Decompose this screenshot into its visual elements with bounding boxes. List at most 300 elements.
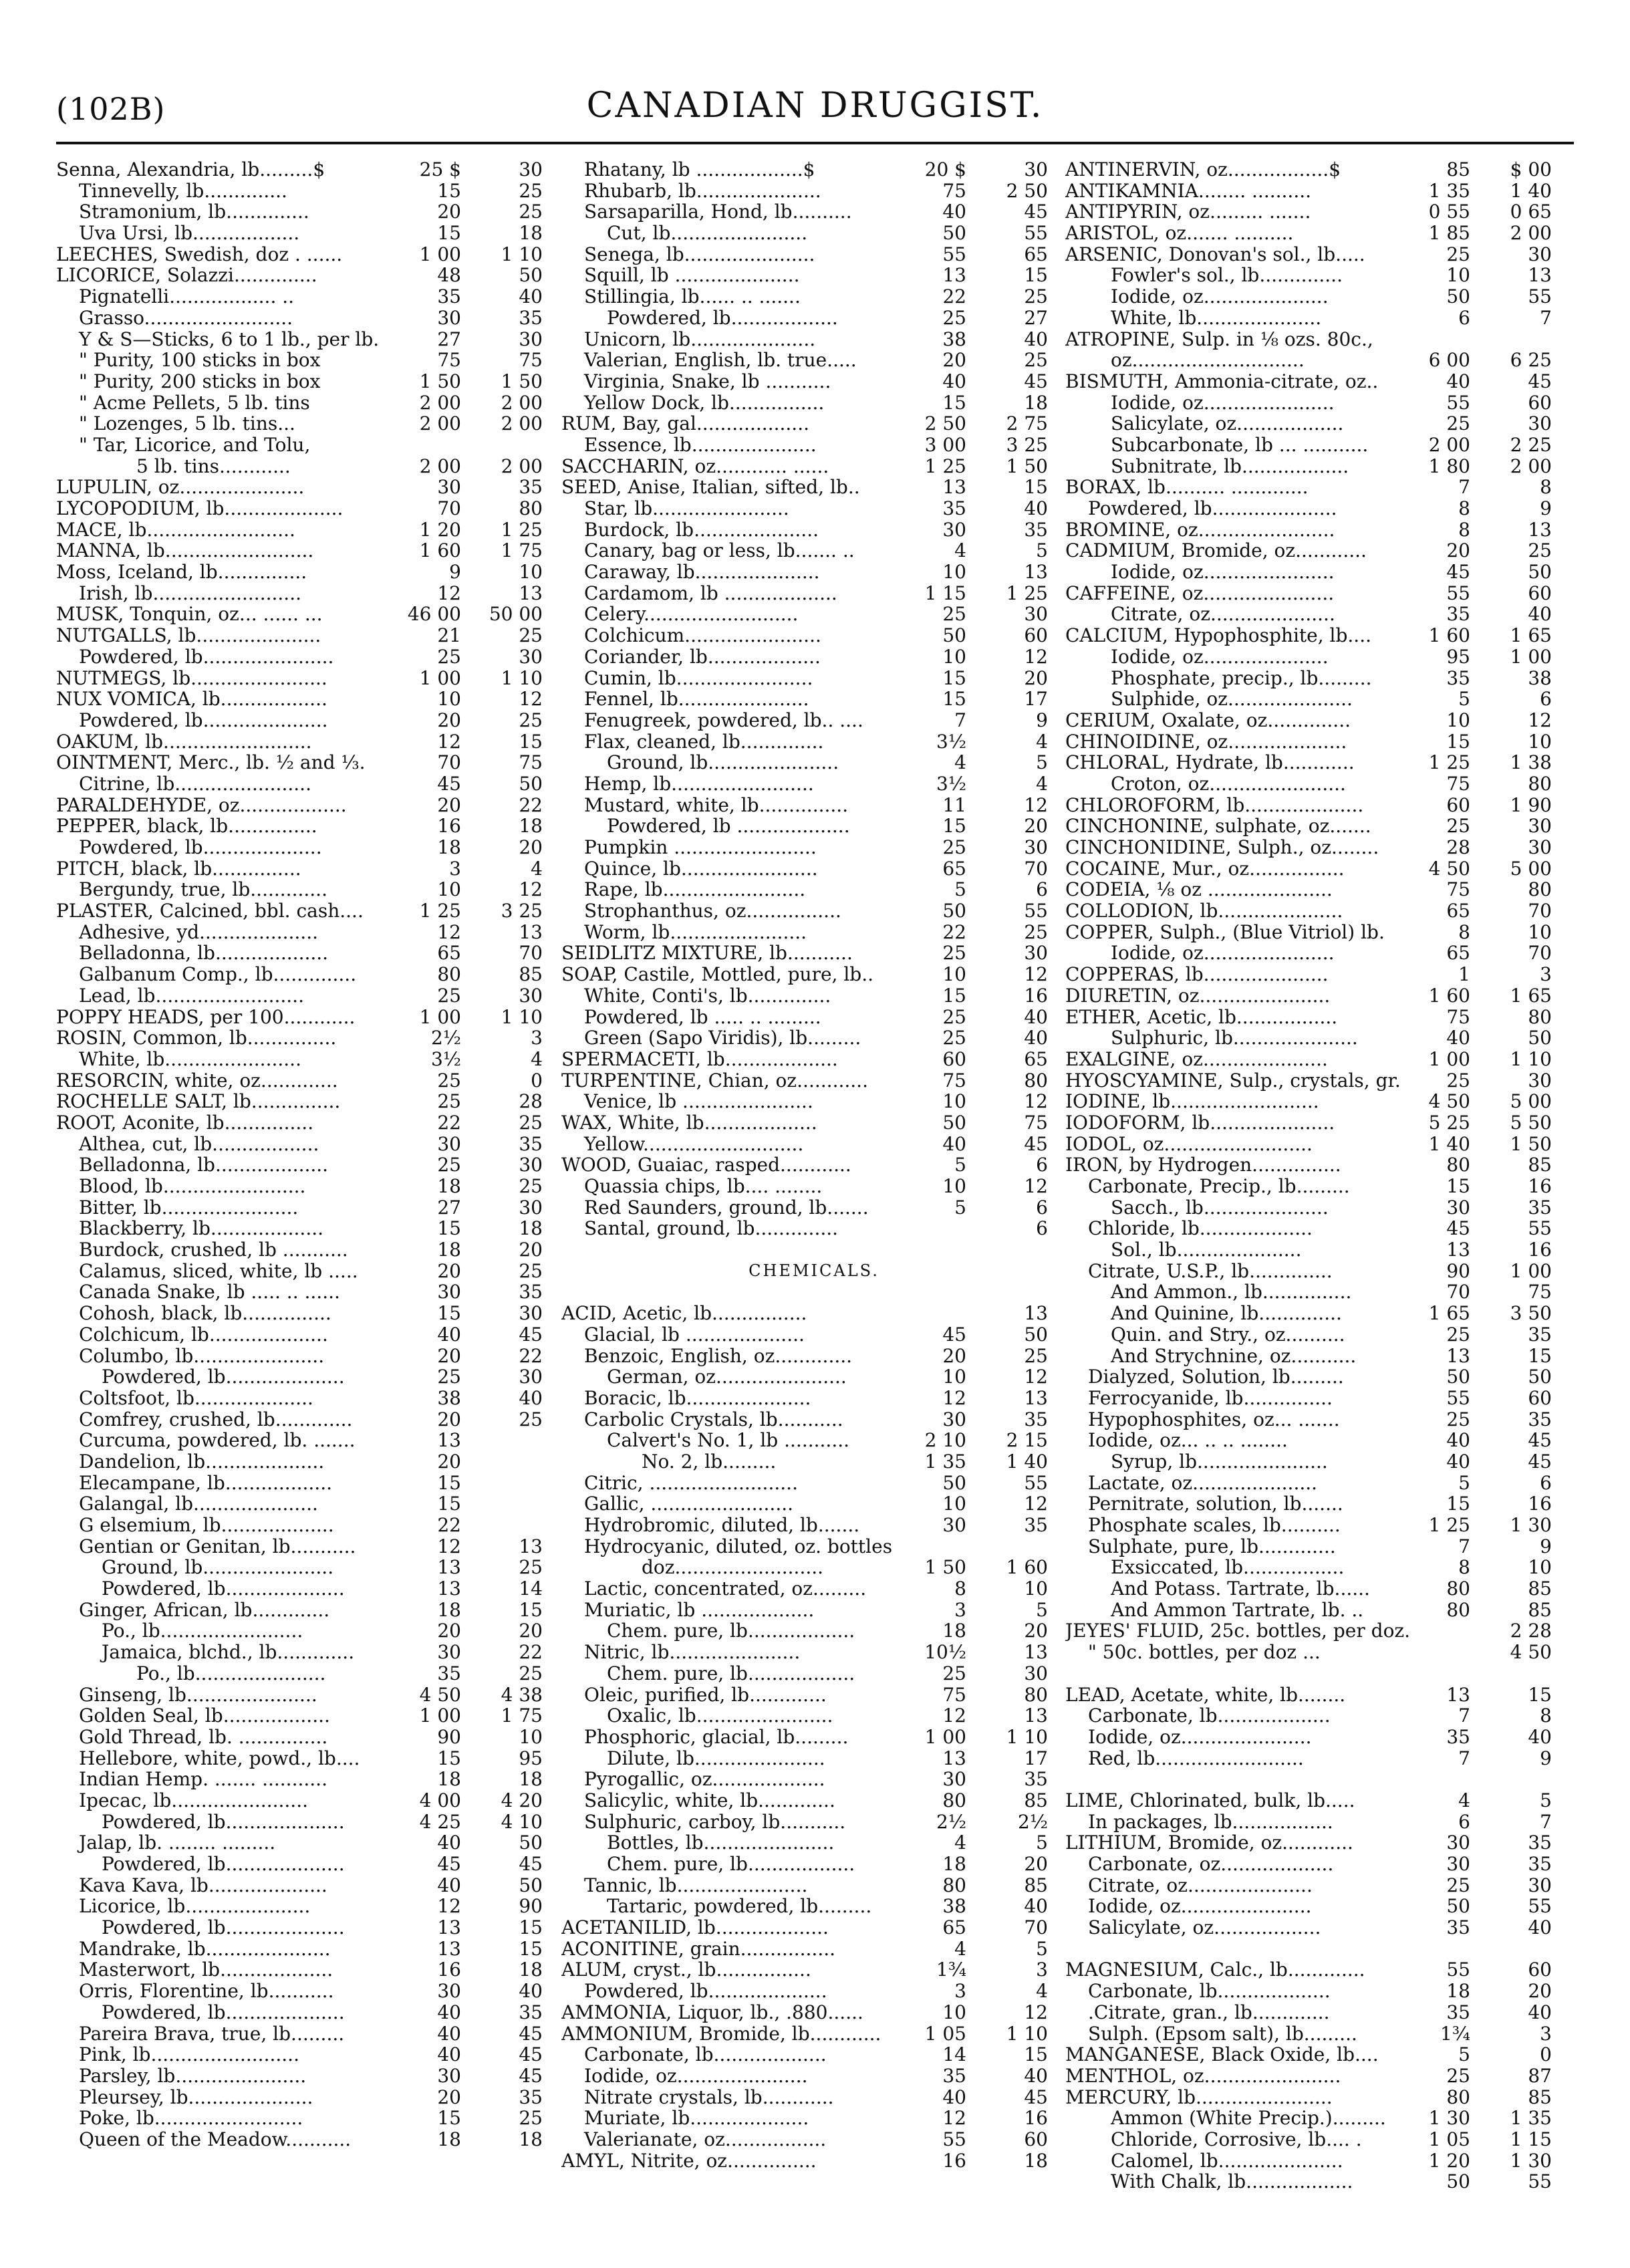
price-row xyxy=(56,1154,561,1176)
item-name: " Acme Pellets, 5 lb. tins xyxy=(79,392,310,414)
price-row xyxy=(1065,1197,1571,1219)
price-row xyxy=(1065,2171,1571,2192)
price-row xyxy=(561,1218,1067,1239)
price-low: 18 xyxy=(437,2128,461,2150)
price-low: 3 xyxy=(449,857,461,880)
price-low: 50 xyxy=(942,1111,966,1134)
item-name: Pareira Brava, true, lb......... xyxy=(79,2023,345,2045)
item-name: Indian Hemp. ....... ........... xyxy=(79,1769,327,1790)
item-name: Quince, lb....................... xyxy=(584,858,818,880)
price-low: 55 xyxy=(1446,582,1470,604)
price-row xyxy=(561,180,1067,202)
price-high: 25 xyxy=(519,2107,543,2130)
price-row xyxy=(1065,1790,1571,1811)
item-name: .Citrate, gran., lb............. xyxy=(1088,2001,1330,2023)
item-name: ANTIPYRIN, oz......... ....... xyxy=(1065,201,1311,223)
price-low: 1 40 xyxy=(1428,1132,1470,1155)
price-high: 80 xyxy=(519,497,543,519)
price-low: 1 65 xyxy=(1428,1302,1470,1325)
price-low: 50 xyxy=(1446,1366,1470,1388)
price-high: 40 xyxy=(519,1980,543,2003)
price-row xyxy=(56,1790,561,1811)
price-row xyxy=(56,456,561,477)
price-high: 35 xyxy=(519,2001,543,2023)
item-name: 5 lb. tins............ xyxy=(136,455,291,477)
item-name: Calvert's No. 1, lb ........... xyxy=(607,1430,850,1451)
price-row xyxy=(56,1324,561,1346)
price-low: 1 00 xyxy=(419,1705,461,1727)
price-row xyxy=(56,2023,561,2045)
price-high: 4 xyxy=(531,1047,543,1070)
price-high: 30 xyxy=(1024,942,1048,965)
price-row xyxy=(561,1281,1067,1303)
price-low: 10 xyxy=(942,1175,966,1197)
item-name: Carbonate, oz................... xyxy=(1088,1854,1334,1875)
price-low: 15 xyxy=(437,2107,461,2130)
price-row xyxy=(1065,773,1571,795)
price-row xyxy=(561,668,1067,689)
item-name: Coltsfoot, lb.................... xyxy=(79,1387,313,1409)
price-low: 4 xyxy=(954,539,966,562)
price-low: 0 55 xyxy=(1428,201,1470,223)
price-low: 50 xyxy=(1446,2170,1470,2193)
price-low: 1 00 xyxy=(419,666,461,689)
item-name: LIME, Chlorinated, bulk, lb..... xyxy=(1065,1789,1355,1811)
price-low: 18 xyxy=(437,1598,461,1621)
item-name: Powdered, lb..................... xyxy=(1088,498,1337,519)
price-high: 60 xyxy=(1528,391,1552,414)
price-row xyxy=(561,1938,1067,1960)
price-row xyxy=(56,1112,561,1134)
price-high: 5 00 xyxy=(1510,1090,1552,1113)
price-low: 1 00 xyxy=(1428,1047,1470,1070)
price-low: 35 xyxy=(1446,1916,1470,1939)
price-low: 25 xyxy=(437,1154,461,1176)
price-row xyxy=(561,329,1067,350)
price-low: 40 xyxy=(437,2043,461,2066)
price-high: 2 00 xyxy=(501,455,543,477)
item-name: Nitrate crystals, lb............ xyxy=(584,2086,834,2108)
item-name: Blood, lb........................ xyxy=(79,1176,306,1197)
price-high: 70 xyxy=(519,942,543,965)
item-name: Valerianate, oz................. xyxy=(584,2128,827,2150)
price-row xyxy=(561,1748,1067,1769)
price-row xyxy=(561,519,1067,541)
price-row xyxy=(561,561,1067,583)
price-row xyxy=(1065,201,1571,223)
item-name: Benzoic, English, oz............. xyxy=(584,1345,853,1367)
price-high: 3 50 xyxy=(1510,1302,1552,1325)
price-high: 25 xyxy=(1528,539,1552,562)
price-row xyxy=(56,434,561,456)
price-row xyxy=(561,837,1067,858)
price-row xyxy=(1065,1959,1571,1981)
item-name: Yellow Dock, lb................ xyxy=(584,392,825,414)
price-high: 0 65 xyxy=(1510,201,1552,223)
price-low: 13 xyxy=(942,1747,966,1769)
price-low: 40 xyxy=(1446,1027,1470,1049)
price-low: 30 xyxy=(437,1132,461,1155)
price-row xyxy=(561,1620,1067,1642)
item-name: CHLOROFORM, lb.................... xyxy=(1065,794,1364,816)
price-high: 6 xyxy=(1540,1471,1552,1494)
price-high: 13 xyxy=(1528,264,1552,287)
price-low: 35 xyxy=(437,285,461,308)
price-low: 55 xyxy=(942,243,966,265)
price-row xyxy=(56,1620,561,1642)
price-row xyxy=(561,223,1067,244)
price-high: 18 xyxy=(1024,2149,1048,2172)
item-name: NUTMEGS, lb....................... xyxy=(56,667,327,689)
price-high: 18 xyxy=(519,815,543,838)
item-name: Valerian, English, lb. true..... xyxy=(584,350,857,371)
price-high: 35 xyxy=(1024,1768,1048,1791)
price-low: 14 xyxy=(942,2043,966,2066)
item-name: Phosphate, precip., lb......... xyxy=(1111,667,1372,689)
price-low: 30 xyxy=(942,1514,966,1536)
price-high: 30 xyxy=(1024,158,1048,180)
price-high: 5 50 xyxy=(1510,1111,1552,1134)
price-high: 50 xyxy=(1528,561,1552,584)
price-high: 1 10 xyxy=(501,666,543,689)
price-high: 2½ xyxy=(1018,1810,1048,1833)
price-low: 7 xyxy=(1458,1747,1470,1769)
price-row xyxy=(56,477,561,498)
price-row xyxy=(1065,1875,1571,1896)
item-name: Senna, Alexandria, lb.........$ xyxy=(56,159,325,180)
item-name: NUTGALLS, lb..................... xyxy=(56,625,321,646)
item-name: BISMUTH, Ammonia-citrate, oz.. xyxy=(1065,370,1379,392)
price-high: 1 10 xyxy=(501,1005,543,1028)
price-row xyxy=(1065,1917,1571,1938)
item-name: Fenugreek, powdered, lb.. .... xyxy=(584,709,863,731)
item-name: Kava Kava, lb.................... xyxy=(79,1874,327,1896)
price-row xyxy=(56,265,561,286)
price-low: 40 xyxy=(1446,1429,1470,1452)
item-name: Ipecac, lb....................... xyxy=(79,1789,308,1811)
price-row xyxy=(56,1875,561,1896)
price-row xyxy=(561,1875,1067,1896)
price-low: 20 xyxy=(437,1450,461,1473)
item-name: CHLORAL, Hydrate, lb............ xyxy=(1065,752,1355,773)
price-row xyxy=(1065,1832,1571,1854)
price-high: 25 xyxy=(1024,920,1048,943)
price-row xyxy=(56,1218,561,1239)
price-high: 10 xyxy=(1528,1556,1552,1579)
price-low: 40 xyxy=(942,370,966,392)
price-low: 25 xyxy=(942,306,966,329)
price-high: 35 xyxy=(1528,1832,1552,1854)
price-high: 12 xyxy=(519,878,543,901)
price-low: 13 xyxy=(437,1556,461,1579)
price-high: 30 xyxy=(519,158,543,180)
price-high: 10 xyxy=(1528,920,1552,943)
price-high: 45 xyxy=(1024,370,1048,392)
price-high: 30 xyxy=(519,1154,543,1176)
price-row xyxy=(561,201,1067,223)
price-low: 13 xyxy=(437,1429,461,1452)
price-high: 85 xyxy=(1024,1789,1048,1811)
price-high: 7 xyxy=(1540,1810,1552,1833)
price-row xyxy=(1065,858,1571,880)
price-high: 25 xyxy=(519,1111,543,1134)
item-name: Citrate, U.S.P., lb.............. xyxy=(1088,1260,1333,1282)
price-high: 2 00 xyxy=(501,391,543,414)
price-row xyxy=(56,2065,561,2087)
price-low: 1 05 xyxy=(924,2022,966,2045)
price-high: 5 xyxy=(1036,1598,1048,1621)
item-name: MERCURY, lb....................... xyxy=(1065,2086,1333,2108)
price-high: 35 xyxy=(1024,518,1048,541)
price-high: 70 xyxy=(1528,900,1552,922)
item-name: RESORCIN, white, oz............. xyxy=(56,1069,338,1092)
price-low: 55 xyxy=(1446,391,1470,414)
price-row xyxy=(56,1239,561,1261)
price-row xyxy=(561,1578,1067,1600)
price-row xyxy=(561,2150,1067,2172)
item-name: MENTHOL, oz....................... xyxy=(1065,2065,1341,2087)
item-name: Irish, lb......................... xyxy=(79,582,301,604)
item-name: Squill, lb ..................... xyxy=(584,265,800,287)
item-name: ATROPINE, Sulp. in ⅛ ozs. 80c., xyxy=(1065,328,1373,350)
price-low: 8 xyxy=(1458,920,1470,943)
price-low: 12 xyxy=(437,1535,461,1557)
price-low: 30 xyxy=(437,1980,461,2003)
price-high: 15 xyxy=(519,1916,543,1939)
item-name: Red, lb......................... xyxy=(1088,1747,1304,1769)
item-name: Ground, lb...................... xyxy=(102,1557,334,1579)
price-high: 30 xyxy=(1528,1069,1552,1092)
price-row xyxy=(1065,1430,1571,1451)
price-low: 25 xyxy=(942,1662,966,1684)
price-low: 7 xyxy=(1458,476,1470,499)
price-high: 25 xyxy=(519,624,543,647)
price-low: 30 xyxy=(942,1408,966,1430)
price-high: 17 xyxy=(1024,688,1048,711)
price-low: 1 05 xyxy=(1428,2128,1470,2150)
price-row xyxy=(561,1366,1067,1388)
price-row xyxy=(1065,2150,1571,2172)
price-high: 55 xyxy=(1528,2170,1552,2193)
price-high: 55 xyxy=(1024,900,1048,922)
price-high: 30 xyxy=(1024,603,1048,626)
item-name: Belladonna, lb................... xyxy=(79,942,329,965)
price-row xyxy=(1065,1346,1571,1367)
item-name: TURPENTINE, Chian, oz............ xyxy=(561,1069,868,1092)
price-low: 15 xyxy=(942,666,966,689)
price-row xyxy=(56,1938,561,1960)
price-low: 10 xyxy=(942,1090,966,1113)
item-name: Galangal, lb..................... xyxy=(79,1493,318,1515)
price-row xyxy=(1065,1769,1571,1790)
price-row xyxy=(561,307,1067,329)
item-name: Sulph. (Epsom salt), lb......... xyxy=(1088,2023,1357,2045)
item-name: OINTMENT, Merc., lb. ½ and ⅓. xyxy=(56,752,366,773)
price-low: 75 xyxy=(1446,1005,1470,1028)
price-low: 30 xyxy=(942,1768,966,1791)
price-low: 8 xyxy=(1458,518,1470,541)
price-low: 55 xyxy=(1446,1386,1470,1409)
price-low: 1 60 xyxy=(1428,624,1470,647)
price-low: 7 xyxy=(1458,1535,1470,1557)
price-row xyxy=(561,2065,1067,2087)
item-name: Galbanum Comp., lb.............. xyxy=(79,964,357,985)
price-high: 35 xyxy=(519,1281,543,1303)
price-row xyxy=(56,307,561,329)
price-row xyxy=(1065,223,1571,244)
price-high: 22 xyxy=(519,1641,543,1664)
price-low: 70 xyxy=(1446,1281,1470,1303)
item-name: Oxalic, lb....................... xyxy=(607,1705,833,1727)
price-row xyxy=(561,456,1067,477)
price-low: 15 xyxy=(437,1471,461,1494)
price-low: 1 50 xyxy=(924,1556,966,1579)
price-high: 1 50 xyxy=(501,370,543,392)
price-low: 30 xyxy=(942,518,966,541)
price-row xyxy=(56,329,561,350)
price-low: 1 50 xyxy=(419,370,461,392)
price-high: 30 xyxy=(519,645,543,668)
price-row xyxy=(561,604,1067,625)
item-name: Chem. pure, lb.................. xyxy=(607,1620,855,1642)
price-high: 18 xyxy=(519,222,543,245)
price-row xyxy=(56,1430,561,1451)
price-high: 5 xyxy=(1540,1789,1552,1811)
price-low: 13 xyxy=(1446,1344,1470,1367)
price-low: 30 xyxy=(1446,1832,1470,1854)
price-row xyxy=(56,159,561,180)
price-row xyxy=(561,583,1067,604)
price-high: 60 xyxy=(1528,582,1552,604)
item-name: CERIUM, Oxalate, oz.............. xyxy=(1065,709,1351,731)
price-low: 18 xyxy=(1446,1980,1470,2003)
price-row xyxy=(56,985,561,1007)
price-row xyxy=(1065,731,1571,753)
price-low: 90 xyxy=(1446,1259,1470,1282)
item-name: CINCHONINE, sulphate, oz....... xyxy=(1065,815,1371,838)
price-low: 1 35 xyxy=(924,1450,966,1473)
price-high: 6 xyxy=(1036,1196,1048,1219)
item-name: Celery.......................... xyxy=(584,604,799,626)
item-name: SACCHARIN, oz............ ...... xyxy=(561,455,829,477)
price-low: 18 xyxy=(942,1620,966,1642)
price-row xyxy=(561,646,1067,668)
page-title: CANADIAN DRUGGIST. xyxy=(586,86,1044,126)
price-row xyxy=(56,1303,561,1324)
price-row xyxy=(561,1790,1067,1811)
item-name: ARISTOL, oz....... .......... xyxy=(1065,223,1294,244)
price-high: 18 xyxy=(519,2128,543,2150)
item-name: CHINOIDINE, oz.................... xyxy=(1065,731,1347,753)
item-name: LUPULIN, oz..................... xyxy=(56,477,305,499)
item-name: Burdock, crushed, lb ........... xyxy=(79,1239,348,1261)
item-name: Calomel, lb..................... xyxy=(1111,2150,1343,2172)
item-name: WAX, White, lb................... xyxy=(561,1112,817,1134)
price-row xyxy=(56,1684,561,1706)
item-name: Licorice, lb..................... xyxy=(79,1896,311,1918)
price-high: 1 10 xyxy=(1006,2022,1048,2045)
price-column-2 xyxy=(561,159,1067,2171)
item-name: MANGANESE, Black Oxide, lb.... xyxy=(1065,2044,1379,2065)
item-name: Poke, lb......................... xyxy=(79,2108,303,2129)
price-high: 25 xyxy=(519,1662,543,1684)
item-name: Rape, lb........................ xyxy=(584,879,806,901)
item-name: White, Conti's, lb.............. xyxy=(584,985,831,1007)
item-name: Powdered, lb..................... xyxy=(79,709,328,731)
item-name: White, lb....................... xyxy=(79,1048,301,1070)
price-row xyxy=(1065,1324,1571,1346)
item-name: Essence, lb..................... xyxy=(584,434,817,456)
item-name: COPPERAS, lb..................... xyxy=(1065,964,1329,985)
price-row xyxy=(561,265,1067,286)
item-name: ANTIKAMNIA........ .......... xyxy=(1065,180,1312,202)
price-low: 10½ xyxy=(924,1641,966,1664)
price-high: 1 00 xyxy=(1510,645,1552,668)
price-low: 15 xyxy=(942,815,966,838)
price-low: 8 xyxy=(1458,497,1470,519)
price-high: 13 xyxy=(519,920,543,943)
item-name: Hydrobromic, diluted, lb....... xyxy=(584,1515,860,1536)
price-high: 8 xyxy=(1540,476,1552,499)
item-name: Ground, lb...................... xyxy=(607,752,839,773)
price-high: 45 xyxy=(519,1323,543,1346)
price-high: 85 xyxy=(1528,1598,1552,1621)
item-name: Gold Thread, lb. ............... xyxy=(79,1726,328,1748)
price-low: 25 xyxy=(1446,412,1470,435)
price-low: 50 xyxy=(942,900,966,922)
item-name: Pumpkin ........................ xyxy=(584,837,817,858)
price-low: 1 00 xyxy=(924,1725,966,1748)
price-high: 30 xyxy=(519,1366,543,1388)
price-high: 85 xyxy=(1528,2086,1552,2108)
price-row xyxy=(56,1515,561,1536)
price-row xyxy=(56,646,561,668)
price-low: 15 xyxy=(437,1302,461,1325)
price-high: 60 xyxy=(1528,1386,1552,1409)
price-low: 1 25 xyxy=(1428,1514,1470,1536)
price-row xyxy=(561,1027,1067,1049)
price-row xyxy=(561,900,1067,922)
item-name: Hellebore, white, powd., lb.... xyxy=(79,1747,360,1769)
price-low: 75 xyxy=(1446,878,1470,901)
price-high: 25 xyxy=(519,1175,543,1197)
price-low: 2 00 xyxy=(419,455,461,477)
price-high: 4 xyxy=(531,857,543,880)
price-high: 1 50 xyxy=(1006,455,1048,477)
price-low: 11 xyxy=(942,793,966,816)
price-row xyxy=(56,2108,561,2129)
price-high: 3 25 xyxy=(1006,433,1048,456)
item-name: Elecampane, lb.................. xyxy=(79,1472,332,1494)
price-high: 10 xyxy=(1528,730,1552,753)
price-high: 45 xyxy=(519,1853,543,1875)
price-row xyxy=(1065,815,1571,837)
item-name: Hydrocyanic, diluted, oz. bottles xyxy=(584,1535,893,1557)
item-name: IODOL, oz......................... xyxy=(1065,1133,1313,1155)
price-row xyxy=(561,1409,1067,1430)
price-low: 5 xyxy=(1458,1471,1470,1494)
price-row xyxy=(1065,985,1571,1007)
price-low: 1 25 xyxy=(924,455,966,477)
item-name: ANTINERVIN, oz.................$ xyxy=(1065,159,1341,180)
price-row xyxy=(1065,2023,1571,2045)
price-row xyxy=(56,942,561,964)
price-row xyxy=(1065,540,1571,561)
price-row xyxy=(56,1769,561,1790)
price-low: 4 50 xyxy=(419,1683,461,1706)
price-low: 1 20 xyxy=(1428,2149,1470,2172)
price-row xyxy=(561,731,1067,753)
